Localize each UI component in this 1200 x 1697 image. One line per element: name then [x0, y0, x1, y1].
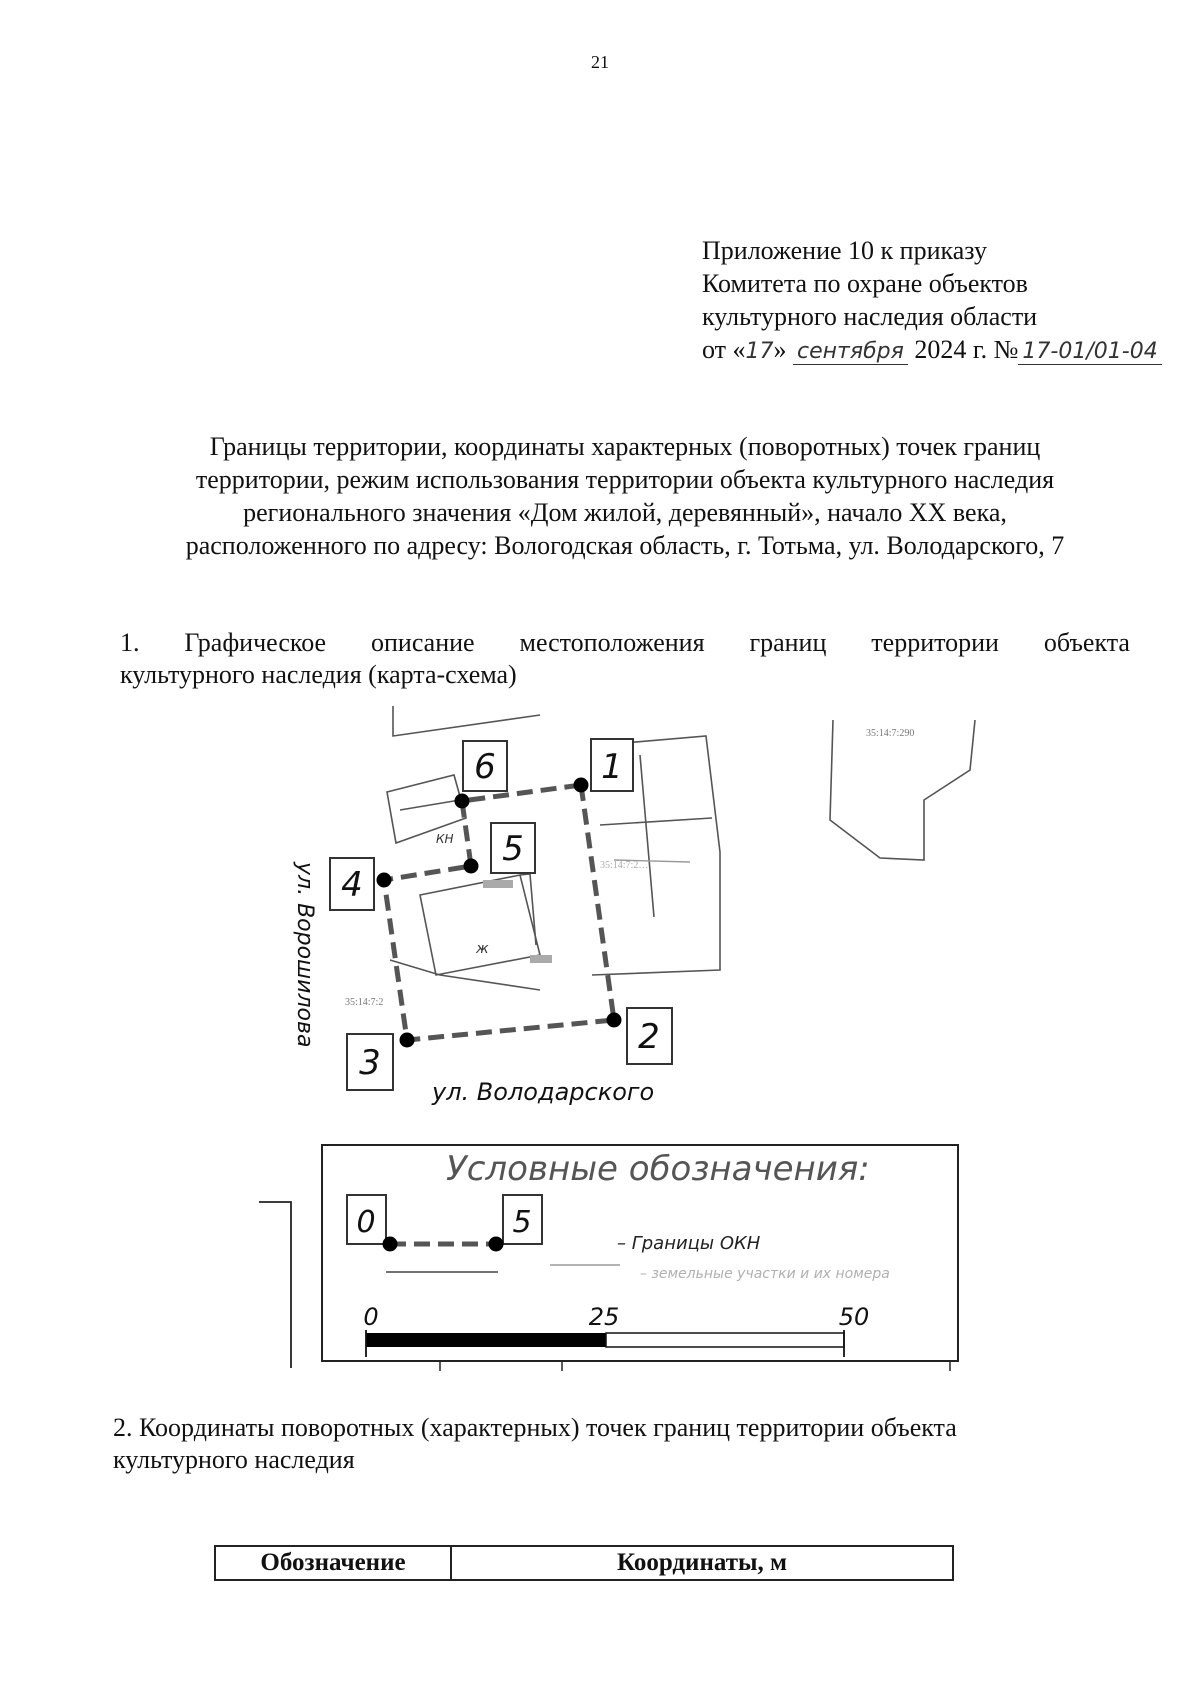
- shaded-mark: [530, 955, 552, 963]
- date-year: 2024 г. №: [914, 335, 1019, 364]
- section-1-word: местоположения: [519, 628, 705, 657]
- parcel-label-left: 35:14:7:2: [345, 997, 384, 1008]
- point-label-6: 6: [474, 747, 496, 787]
- handwritten-number: 17-01/01-04: [1018, 339, 1161, 365]
- appendix-line-3: культурного наследия области: [702, 302, 1038, 331]
- section-1-word: границ: [749, 628, 827, 657]
- appendix-line-2: Комитета по охране объектов: [702, 269, 1028, 298]
- boundary-point-4: [377, 873, 392, 888]
- shaded-mark: [483, 880, 513, 888]
- parcel-label-top: 35:14:7:290: [866, 728, 915, 739]
- boundary-point-5: [464, 859, 479, 874]
- point-label-4: 4: [341, 865, 363, 905]
- legend-side-line: [259, 1202, 291, 1368]
- title-line-2: территории, режим использования территории объекта культурного наследия: [195, 465, 1055, 494]
- point-label-5: 5: [502, 829, 524, 869]
- legend-boundary-text: – Границы ОКН: [617, 1233, 761, 1254]
- boundary-point-6: [455, 794, 470, 809]
- section-2-heading: [113, 1412, 1123, 1476]
- section-1-word: описание: [370, 628, 475, 657]
- point-label-boxes: [330, 739, 672, 1090]
- legend-ticks: [440, 1361, 950, 1371]
- date-prefix: от «: [702, 335, 746, 364]
- handwritten-month: сентября: [793, 339, 908, 365]
- point-label-2: 2: [638, 1017, 660, 1057]
- point-label-1: 1: [601, 747, 623, 787]
- table-header-row: [215, 1546, 953, 1580]
- date-mid: »: [773, 335, 787, 364]
- section-2-line-1: 2. Координаты поворотных (характерных) точек границ территории объекта: [113, 1413, 957, 1442]
- scale-bar-filled: [366, 1333, 606, 1347]
- page-number: 21: [591, 52, 609, 72]
- section-1-word: объекта: [1043, 628, 1130, 657]
- scale-label-0: 0: [363, 1303, 379, 1331]
- street-label-bottom: ул. Володарского: [432, 1078, 655, 1106]
- header-coordinates: Координаты, м: [451, 1546, 953, 1580]
- title-line-4: расположенного по адресу: Вологодская область, г. Тотьма, ул. Володарского, 7: [185, 531, 1065, 560]
- header-designation: Обозначение: [215, 1546, 451, 1580]
- scale-bar-empty: [606, 1333, 844, 1347]
- building-label-kn: КН: [436, 832, 454, 846]
- section-2-line-2: культурного наследия: [113, 1445, 355, 1474]
- legend-point-start-dot: [383, 1237, 398, 1252]
- legend-point-end-dot: [489, 1237, 504, 1252]
- boundary-point-1: [574, 778, 589, 793]
- scale-label-50: 50: [838, 1303, 870, 1331]
- section-1-word: Графическое: [184, 628, 327, 657]
- boundary-point-3: [400, 1033, 415, 1048]
- title-line-1: Границы территории, координаты характерных (поворотных) точек границ: [209, 432, 1041, 461]
- legend-title: Условные обозначения:: [446, 1149, 870, 1189]
- title-line-3: регионального значения «Дом жилой, деревянный», начало XX века,: [243, 498, 1007, 527]
- section-1-word: территории: [871, 628, 999, 657]
- legend-faded-text: – земельные участки и их номера: [640, 1266, 890, 1282]
- legend-point-end: 5: [512, 1205, 532, 1240]
- point-label-3: 3: [359, 1043, 381, 1083]
- coordinates-table: [214, 1545, 954, 1581]
- building-label-x: ж: [476, 941, 489, 957]
- handwritten-day: 17: [745, 339, 774, 364]
- boundary-point-2: [607, 1013, 622, 1028]
- appendix-line-1: Приложение 10 к приказу: [702, 236, 988, 265]
- section-1-word: 1.: [120, 628, 140, 657]
- legend-point-start: 0: [356, 1205, 376, 1240]
- section-1-line-2: культурного наследия (карта-схема): [120, 660, 517, 689]
- faded-map-label: 35:14:7:2…: [600, 860, 649, 871]
- street-label-side: ул. Ворошилова: [292, 862, 317, 1048]
- scale-label-25: 25: [588, 1303, 620, 1331]
